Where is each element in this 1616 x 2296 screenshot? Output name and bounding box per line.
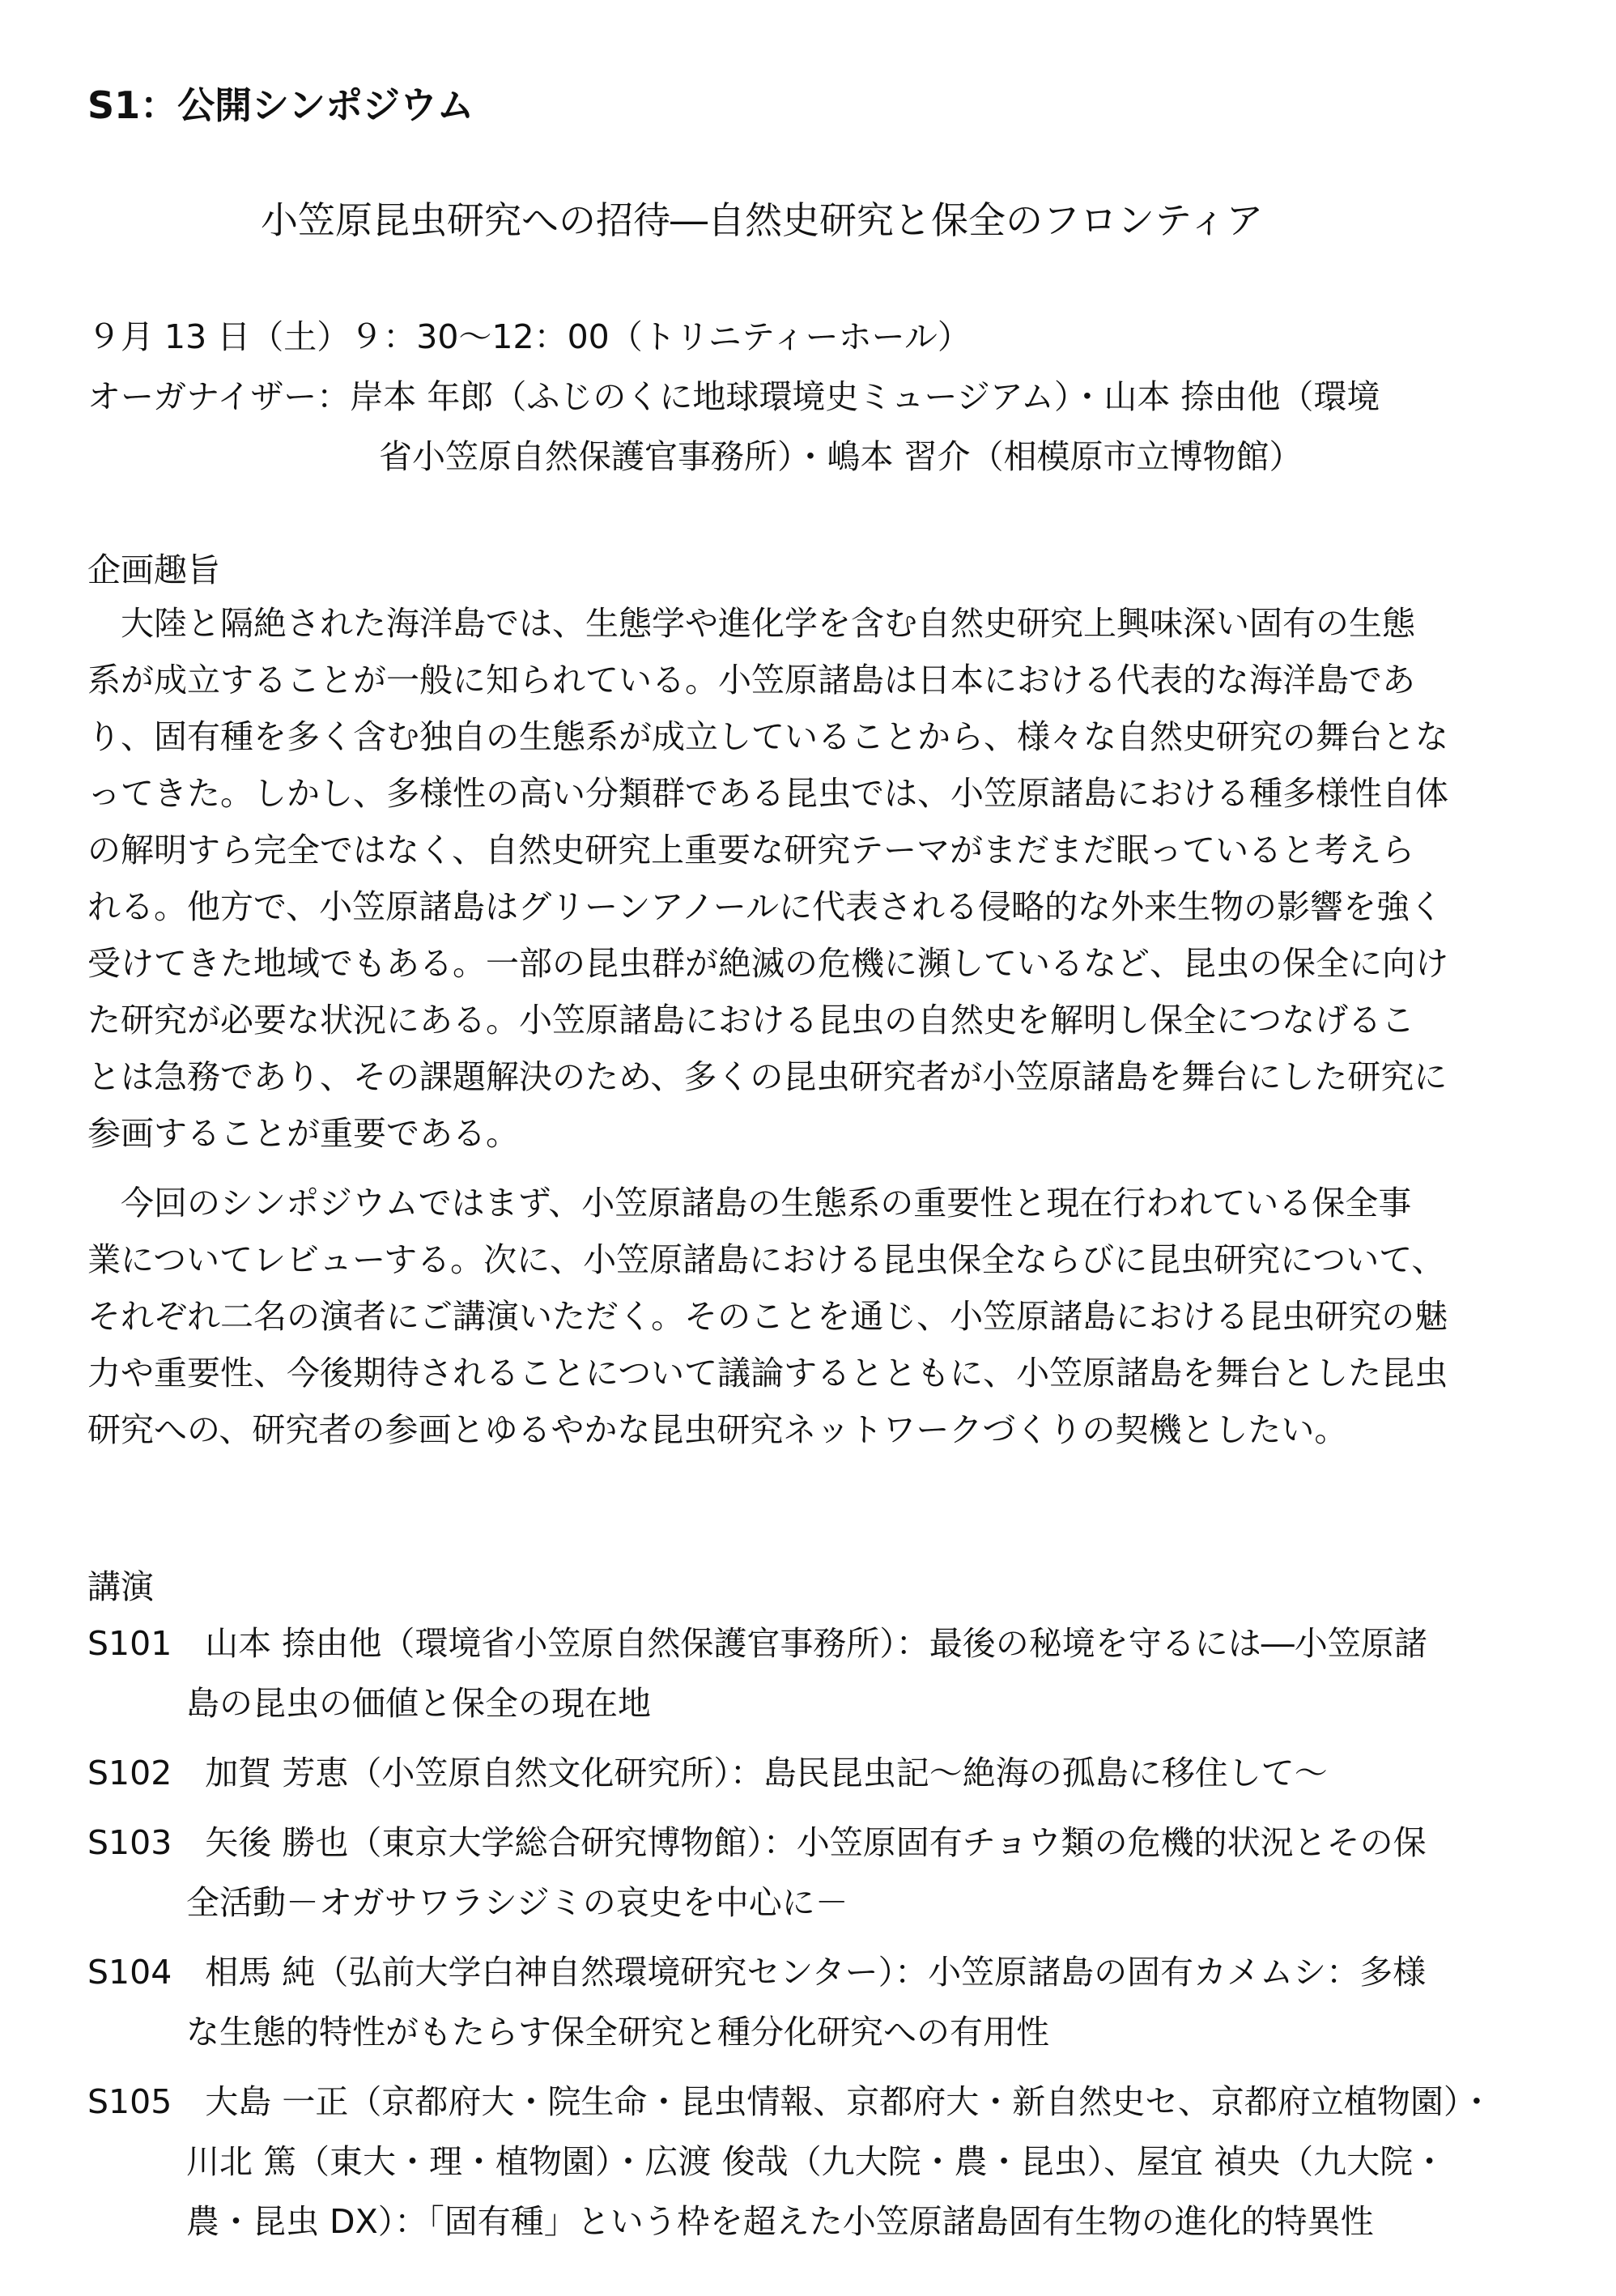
purpose-line: ってきた。しかし、多様性の高い分類群である昆虫では、小笠原諸島における種多様性自体 xyxy=(87,774,1448,813)
purpose-line: 大陸と隔絶された海洋島では、生態学や進化学を含む自然史研究上興味深い固有の生態 xyxy=(87,604,1415,643)
purpose-line: れる。他方で、小笠原諸島はグリーンアノールに代表される侵略的な外来生物の影響を強く xyxy=(87,887,1444,926)
purpose-line: 業についてレビューする。次に、小笠原諸島における昆虫保全ならびに昆虫研究について、 xyxy=(87,1240,1445,1279)
purpose-line: の解明すら完全ではなく、自然史研究上重要な研究テーマがまだまだ眠っていると考えら xyxy=(87,831,1415,870)
purpose-heading: 企画趣旨 xyxy=(87,551,220,589)
talk-line: 川北 篤（東大・理・植物園）・広渡 俊哉（九大院・農・昆虫）、屋宜 禎央（九大院・ xyxy=(186,2142,1447,2181)
talk-line: 農・昆虫 DX）：「固有種」という枠を超えた小笠原諸島固有生物の進化的特異性 xyxy=(186,2202,1374,2241)
purpose-line: それぞれ二名の演者にご講演いただく。そのことを通じ、小笠原諸島における昆虫研究の魅 xyxy=(87,1297,1448,1336)
purpose-line: 系が成立することが一般に知られている。小笠原諸島は日本における代表的な海洋島であ xyxy=(87,661,1415,699)
purpose-line: とは急務であり、その課題解決のため、多くの昆虫研究者が小笠原諸島を舞台にした研究に xyxy=(87,1057,1448,1096)
talk-line: 全活動－オガサワラシジミの哀史を中心に－ xyxy=(186,1883,848,1922)
purpose-line: 参画することが重要である。 xyxy=(87,1114,519,1153)
organizers-line-2: 省小笠原自然保護官事務所）・嶋本 習介（相模原市立博物館） xyxy=(379,437,1303,476)
talk-line: S101 山本 捺由他（環境省小笠原自然保護官事務所）：最後の秘境を守るには―小笠原諸 xyxy=(87,1624,1427,1663)
talk-line: S105 大島 一正（京都府大・院生命・昆虫情報、京都府大・新自然史セ、京都府立植物園）・ xyxy=(87,2082,1494,2121)
talk-line: S103 矢後 勝也（東京大学総合研究博物館）：小笠原固有チョウ類の危機的状況とその保 xyxy=(87,1823,1427,1862)
purpose-line: 今回のシンポジウムではまず、小笠原諸島の生態系の重要性と現在行われている保全事 xyxy=(87,1184,1412,1222)
purpose-line: 受けてきた地域でもある。一部の昆虫群が絶滅の危機に瀕しているなど、昆虫の保全に向け xyxy=(87,944,1448,983)
section-label: S1：公開シンポジウム xyxy=(87,83,474,127)
talk-line: 島の昆虫の価値と保全の現在地 xyxy=(186,1684,651,1723)
purpose-line: た研究が必要な状況にある。小笠原諸島における昆虫の自然史を解明し保全につなげるこ xyxy=(87,1001,1415,1040)
purpose-line: 研究への、研究者の参画とゆるやかな昆虫研究ネットワークづくりの契機としたい。 xyxy=(87,1410,1348,1449)
talk-line: な生態的特性がもたらす保全研究と種分化研究への有用性 xyxy=(186,2013,1049,2052)
purpose-line: り、固有種を多く含む独自の生態系が成立していることから、様々な自然史研究の舞台とな xyxy=(87,717,1448,756)
symposium-title: 小笠原昆虫研究への招待―自然史研究と保全のフロンティア xyxy=(261,198,1264,242)
talks-heading: 講演 xyxy=(87,1567,154,1606)
talk-line: S102 加賀 芳恵（小笠原自然文化研究所）：島民昆虫記～絶海の孤島に移住して～ xyxy=(87,1754,1328,1792)
purpose-line: 力や重要性、今後期待されることについて議論するとともに、小笠原諸島を舞台とした昆虫 xyxy=(87,1354,1448,1392)
talk-line: S104 相馬 純（弘前大学白神自然環境研究センター）：小笠原諸島の固有カメムシ：多様 xyxy=(87,1953,1427,1992)
schedule-line: ９月 13 日（土）９：30～12：00（トリニティーホール） xyxy=(87,317,971,356)
organizers-line-1: オーガナイザー：岸本 年郎（ふじのくに地球環境史ミュージアム）・山本 捺由他（環境 xyxy=(87,377,1380,416)
